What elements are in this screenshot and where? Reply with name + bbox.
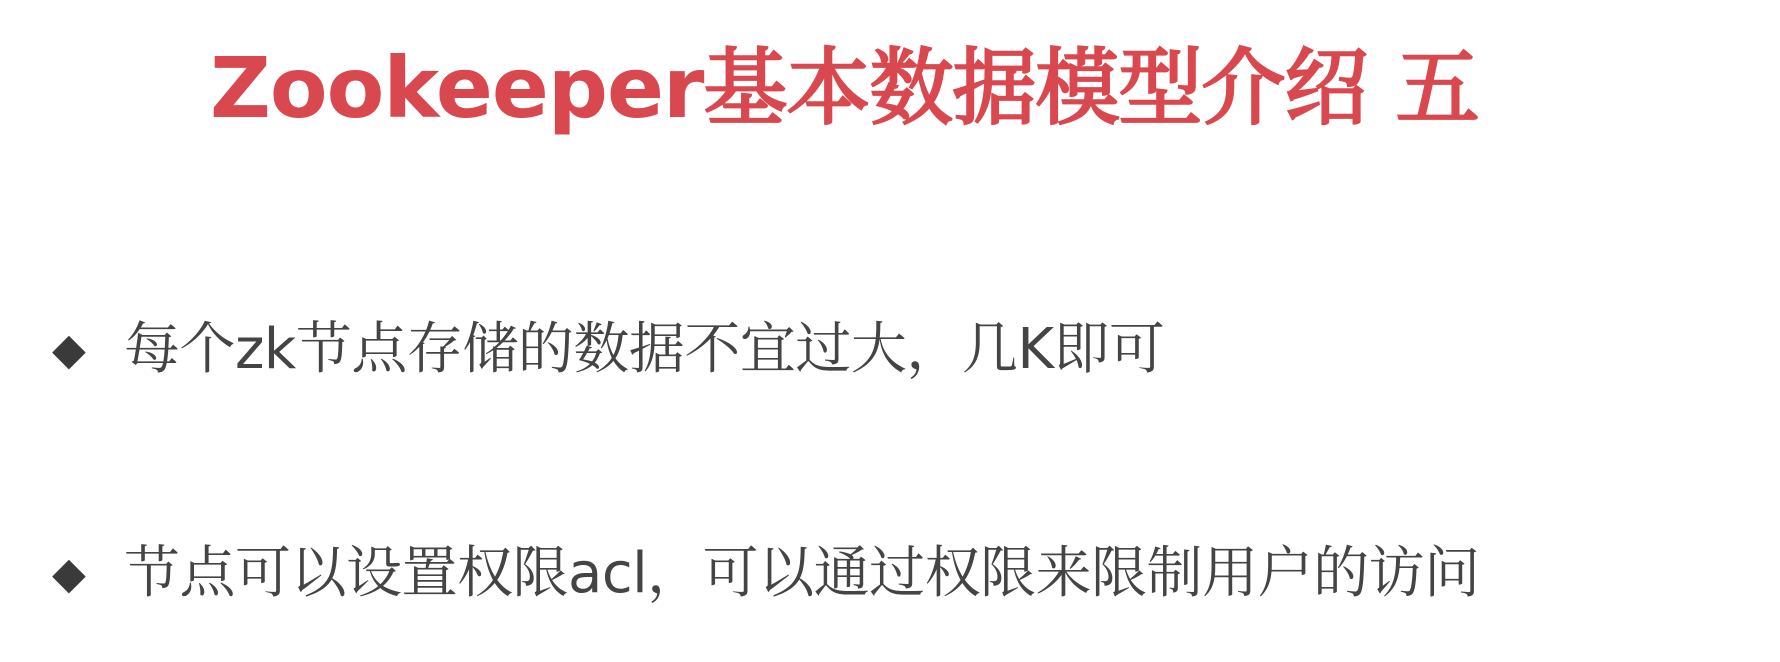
diamond-bullet-icon: ◆ <box>52 548 86 599</box>
bullet-item-node-data-size <box>52 310 1480 390</box>
bullet-text: 每个zk节点存储的数据不宜过大，几K即可 <box>124 317 1165 383</box>
diamond-bullet-icon: ◆ <box>52 324 86 375</box>
bullet-list <box>52 310 1480 614</box>
bullet-item-node-acl <box>52 534 1480 614</box>
bullet-text: 节点可以设置权限acl，可以通过权限来限制用户的访问 <box>124 541 1480 607</box>
slide-title: Zookeeper基本数据模型介绍 五 <box>210 39 1479 137</box>
